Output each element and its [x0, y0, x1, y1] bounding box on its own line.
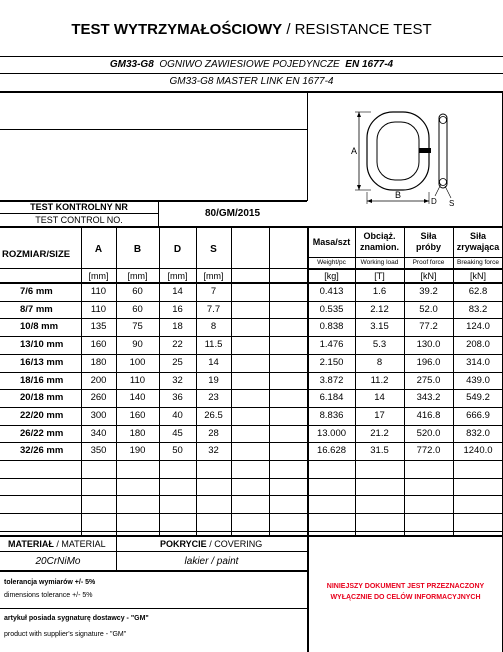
signature-en: product with supplier's signature - "GM" [4, 631, 127, 638]
notice-line-2: WYŁĄCZNIE DO CELÓW INFORMACYJNYCH [330, 594, 481, 601]
cell-a: 160 [90, 339, 107, 351]
header-b: B [133, 244, 142, 255]
cell-d: 22 [172, 339, 183, 351]
header-proof-en: Proof force [412, 259, 445, 266]
unit-mass: [kg] [324, 271, 339, 281]
cell-b: 180 [129, 427, 146, 439]
cell-d: 16 [172, 303, 183, 315]
cell-s: 11.5 [204, 339, 223, 351]
row-size: 22/20 mm [20, 409, 64, 421]
diagram-label-d: D [431, 197, 437, 206]
cell-s: 8 [210, 321, 217, 333]
cell-s: 14 [208, 356, 219, 368]
cell-break: 666.9 [466, 409, 490, 421]
unit-a: [mm] [88, 271, 109, 281]
cell-break: 62.8 [468, 286, 488, 297]
cell-mass: 0.838 [319, 321, 344, 333]
control-number-value: 80/GM/2015 [204, 208, 261, 219]
header-load-1: Obciąż. [363, 231, 396, 241]
cell-mass: 13.000 [316, 427, 347, 439]
cell-mass: 8.836 [319, 409, 344, 421]
material-value: 20CrNiMo [35, 556, 81, 567]
header-size: ROZMIAR/SIZE [2, 249, 71, 260]
cell-b: 60 [132, 286, 143, 297]
control-label-en: TEST CONTROL NO. [35, 215, 123, 225]
header-proof-2: próby [415, 242, 441, 252]
product-title-pl: GM33-G8 OGNIWO ZAWIESIOWE POJEDYNCZE EN 1677-4 [109, 59, 394, 70]
row-size: 7/6 mm [20, 286, 53, 297]
cell-break: 439.0 [466, 374, 490, 386]
cell-s: 23 [208, 392, 219, 404]
cell-b: 140 [129, 392, 146, 404]
unit-d: [mm] [167, 271, 188, 281]
cell-mass: 0.535 [319, 303, 344, 315]
cell-mass: 1.476 [319, 339, 344, 351]
cell-break: 1240.0 [463, 445, 493, 457]
header-mass: Masa/szt [312, 237, 351, 247]
cell-load: 21.2 [370, 427, 389, 439]
cell-a: 180 [90, 356, 107, 368]
title-normal: RESISTANCE TEST [294, 21, 432, 38]
header-s: S [210, 244, 217, 255]
title-bold: TEST WYTRZYMAŁOŚCIOWY [71, 21, 283, 38]
cell-proof: 416.8 [416, 409, 441, 421]
document-title [0, 22, 503, 37]
cell-b: 190 [129, 445, 146, 457]
header-a: A [94, 244, 103, 255]
cell-a: 300 [90, 409, 107, 421]
signature-pl: artykuł posiada sygnaturę dostawcy - "GM" [4, 615, 149, 622]
cell-a: 350 [90, 445, 107, 457]
product-title-en: GM33-G8 MASTER LINK EN 1677-4 [169, 76, 334, 87]
material-label: MATERIAŁ / MATERIAL [8, 539, 106, 549]
notice-line-1: NINIEJSZY DOKUMENT JEST PRZEZNACZONY [326, 583, 485, 590]
diagram-label-a: A [351, 146, 358, 156]
tolerance-en: dimensions tolerance +/- 5% [4, 592, 93, 599]
cell-s: 32 [208, 445, 219, 457]
cell-proof: 275.0 [416, 374, 441, 386]
header-break-1: Siła [469, 231, 486, 241]
unit-b: [mm] [127, 271, 148, 281]
row-size: 18/16 mm [20, 374, 64, 386]
row-size: 13/10 mm [20, 339, 64, 351]
header-load-en: Working load [360, 259, 399, 266]
cell-proof: 130.0 [416, 339, 441, 351]
cell-break: 549.2 [466, 392, 490, 404]
header-break-en: Breaking force [457, 259, 499, 266]
header-mass-en: Weight/pc [317, 259, 346, 266]
diagram-label-s: S [449, 199, 455, 208]
cell-proof: 77.2 [419, 321, 438, 333]
cell-b: 160 [129, 409, 146, 421]
cell-proof: 343.2 [416, 392, 441, 404]
cell-b: 75 [132, 321, 143, 333]
cell-load: 2.12 [370, 303, 389, 315]
control-label-pl: TEST KONTROLNY NR [30, 202, 128, 212]
cell-break: 124.0 [466, 321, 490, 333]
cell-load: 14 [374, 392, 385, 404]
row-size: 32/26 mm [20, 445, 64, 457]
cell-load: 17 [374, 409, 385, 421]
cell-a: 260 [90, 392, 107, 404]
row-size: 16/13 mm [20, 356, 64, 368]
cell-s: 28 [208, 427, 219, 439]
cell-d: 18 [172, 321, 183, 333]
cell-d: 14 [172, 286, 183, 297]
header-load-2: znamion. [359, 242, 399, 252]
unit-proof: [kN] [420, 271, 437, 281]
cell-mass: 2.150 [319, 356, 344, 368]
cell-mass: 3.872 [319, 374, 344, 386]
cell-load: 31.5 [370, 445, 389, 457]
tolerance-pl: tolerancja wymiarów +/- 5% [4, 579, 96, 586]
cell-mass: 0.413 [319, 286, 344, 297]
cell-load: 5.3 [372, 339, 387, 351]
row-size: 20/18 mm [20, 392, 64, 404]
cell-proof: 520.0 [416, 427, 441, 439]
header-proof-1: Siła [420, 231, 437, 241]
cell-d: 32 [172, 374, 183, 386]
master-link-diagram [345, 100, 495, 210]
cell-break: 83.2 [468, 303, 488, 315]
cell-b: 60 [132, 303, 143, 315]
cell-proof: 196.0 [416, 356, 441, 368]
cell-a: 200 [90, 374, 107, 386]
cell-d: 45 [172, 427, 183, 439]
cell-b: 100 [129, 356, 146, 368]
cell-s: 7.7 [206, 303, 221, 315]
cell-proof: 39.2 [419, 286, 438, 297]
unit-load: [T] [374, 271, 385, 281]
cell-a: 135 [90, 321, 107, 333]
cell-mass: 16.628 [316, 445, 347, 457]
header-break-2: zrywająca [456, 242, 500, 252]
cell-load: 11.2 [370, 374, 389, 386]
title-separator: / [286, 21, 291, 38]
cell-s: 19 [208, 374, 219, 386]
row-size: 26/22 mm [20, 427, 64, 439]
cell-s: 26.5 [204, 409, 223, 421]
cell-b: 90 [132, 339, 143, 351]
cell-load: 1.6 [372, 286, 387, 297]
header-d: D [173, 244, 182, 255]
row-size: 10/8 mm [20, 321, 59, 333]
cell-d: 36 [172, 392, 183, 404]
cell-a: 110 [90, 303, 107, 315]
row-size: 8/7 mm [20, 303, 53, 315]
unit-break: [kN] [469, 271, 486, 281]
cell-break: 832.0 [466, 427, 490, 439]
cell-break: 314.0 [466, 356, 490, 368]
cell-load: 3.15 [370, 321, 389, 333]
diagram-label-b: B [395, 190, 402, 200]
cell-proof: 772.0 [416, 445, 441, 457]
cell-a: 340 [90, 427, 107, 439]
cell-break: 208.0 [466, 339, 490, 351]
cell-b: 110 [129, 374, 146, 386]
cell-s: 7 [210, 286, 217, 297]
cell-proof: 52.0 [419, 303, 438, 315]
unit-s: [mm] [203, 271, 224, 281]
cell-d: 50 [172, 445, 183, 457]
cell-d: 25 [172, 356, 183, 368]
cell-d: 40 [172, 409, 183, 421]
coating-label: POKRYCIE / COVERING [160, 539, 263, 549]
cell-mass: 6.184 [319, 392, 344, 404]
coating-value: lakier / paint [184, 556, 239, 567]
cell-a: 110 [90, 286, 107, 297]
cell-load: 8 [376, 356, 383, 368]
